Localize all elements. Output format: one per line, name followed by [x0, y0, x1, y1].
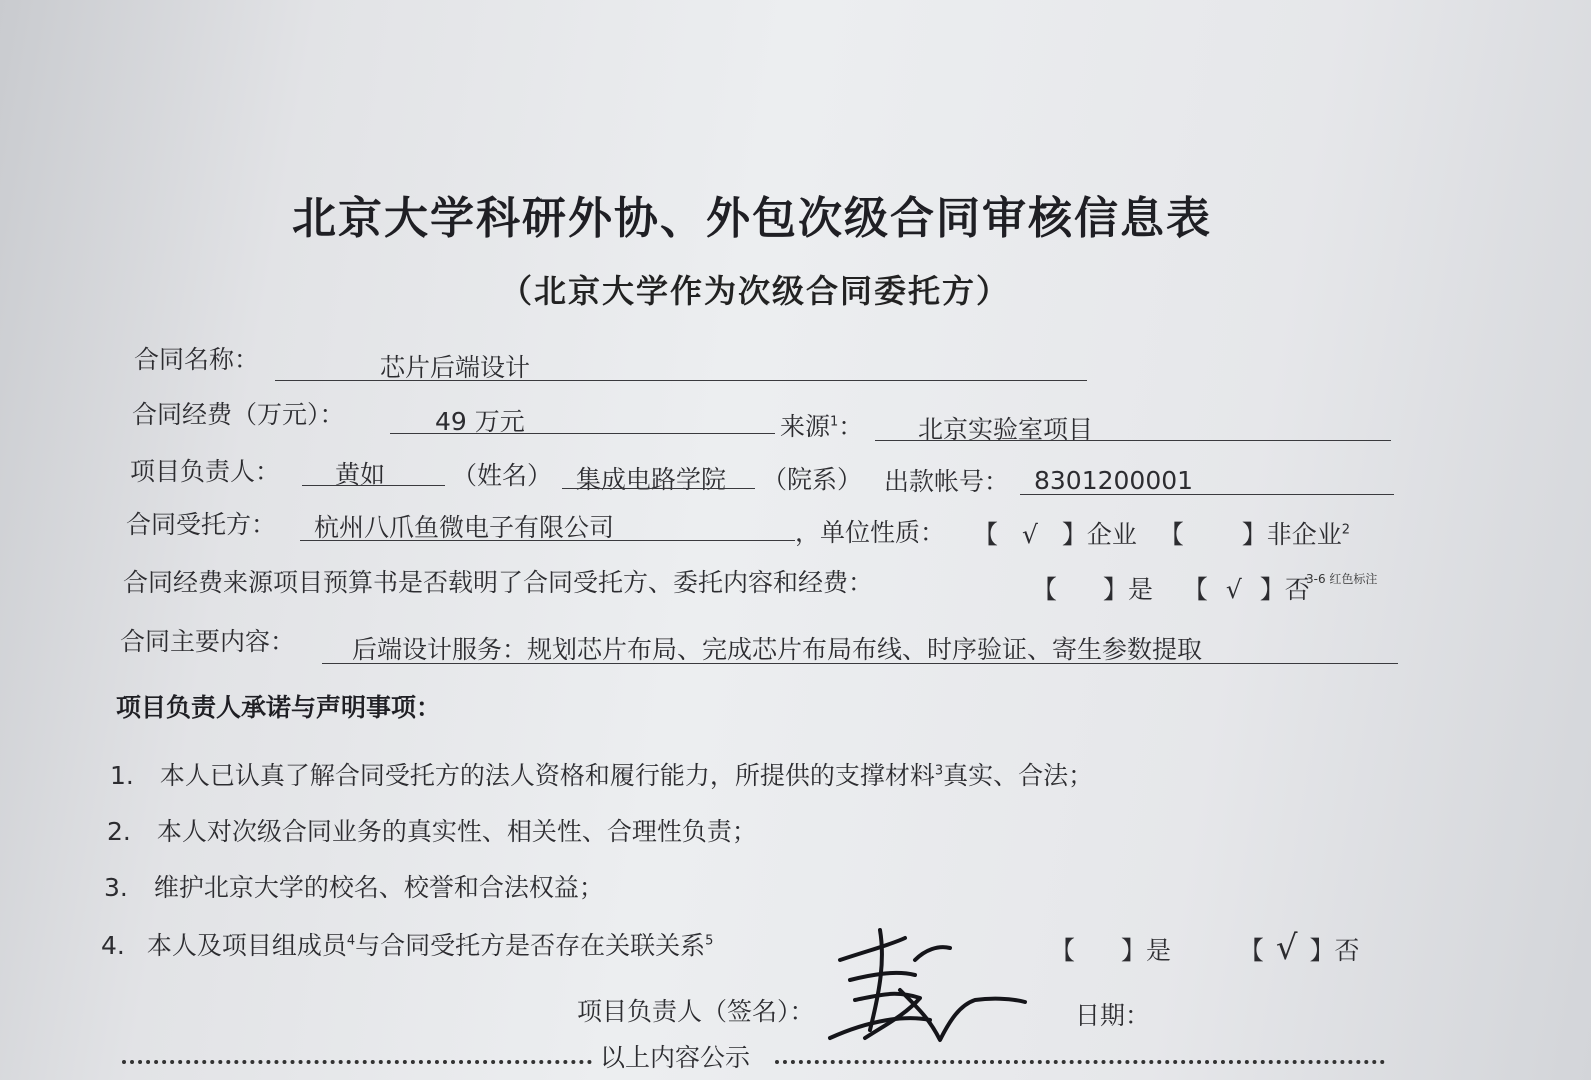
contract-fee-label: 合同经费（万元）： [132, 400, 345, 429]
option-yes: 是 [1127, 575, 1153, 604]
footer-dotted-line [122, 1060, 592, 1064]
trustee-underline [300, 540, 795, 541]
option-no: 否 [1284, 575, 1310, 604]
date-label: 日期： [1075, 1001, 1151, 1030]
contract-name-underline [275, 380, 1087, 381]
pi-name-underline [302, 485, 445, 486]
source-underline [875, 440, 1391, 441]
pi-name-suffix: （姓名） [452, 461, 553, 490]
option-no: 否 [1334, 936, 1360, 965]
source-value: 北京实验室项目 [918, 415, 1094, 444]
faint-date-mark [990, 1012, 1130, 1042]
account-value: 8301200001 [1034, 466, 1194, 495]
checkmark-no: √ [1225, 575, 1242, 604]
commitment-item: 4. 本人及项目组成员$^4$与合同受托方是否存在关联关系$^5$ [101, 931, 714, 960]
trustee-nature-label: ，单位性质： [795, 518, 946, 547]
pi-label: 项目负责人： [130, 457, 281, 486]
footer-text: 以上内容公示 [600, 1043, 751, 1072]
option-enterprise: 企业 [1086, 520, 1137, 549]
signature-label: 项目负责人（签名）： [577, 997, 815, 1026]
contract-fee-value: 49 万元 [435, 407, 525, 436]
checkmark-no-handwritten: √ [1275, 928, 1298, 968]
budget-question-label: 合同经费来源项目预算书是否载明了合同受托方、委托内容和经费： [123, 568, 874, 597]
contract-fee-underline [390, 433, 775, 434]
pi-name-value: 黄如 [335, 460, 386, 489]
red-note: 3-6 红色标注 [1306, 572, 1378, 586]
option-non-enterprise: 非企业 [1266, 520, 1342, 549]
budget-question-options: 【 】是 【 √ 】否 [1032, 575, 1310, 604]
bracket-open: 【 [1158, 520, 1184, 549]
source-label: 来源$^1$： [780, 412, 864, 441]
checkmark-enterprise: √ [1021, 520, 1038, 549]
form-title: 北京大学科研外协、外包次级合同审核信息表 [292, 193, 1212, 244]
trustee-nature-options: 【 √ 】企业 【 】非企业$^2$ [973, 520, 1351, 549]
footer-dotted-line [775, 1060, 1385, 1064]
commitment-item: 3. 维护北京大学的校名、校誉和合法权益； [104, 873, 604, 902]
contract-name-label: 合同名称： [134, 345, 260, 374]
form-subtitle: （北京大学作为次级合同委托方） [500, 272, 1011, 310]
bracket-close: 】 [1061, 520, 1087, 549]
commitment-item: 2. 本人对次级合同业务的真实性、相关性、合理性负责； [107, 817, 757, 846]
pi-dept-suffix: （院系） [762, 465, 863, 494]
bracket-open: 【 [973, 520, 999, 549]
main-content-label: 合同主要内容： [120, 627, 296, 656]
pi-dept-value: 集成电路学院 [576, 465, 727, 494]
commitment-item: 1. 本人已认真了解合同受托方的法人资格和履行能力，所提供的支撑材料$^3$真实、合法； [110, 761, 1094, 790]
bracket-close: 】 [1241, 520, 1267, 549]
contract-name-value: 芯片后端设计 [380, 353, 531, 382]
account-label: 出款帐号： [884, 467, 1010, 496]
pi-dept-underline [562, 488, 755, 489]
main-content-value: 后端设计服务：规划芯片布局、完成芯片布局布线、时序验证、寄生参数提取 [352, 635, 1203, 664]
trustee-label: 合同受托方： [126, 510, 277, 539]
commitments-heading: 项目负责人承诺与声明事项： [116, 693, 442, 722]
q4-options: 【 】是 【 √ 】否 [1050, 928, 1360, 968]
account-underline [1020, 494, 1394, 495]
main-content-underline [322, 663, 1398, 664]
trustee-value: 杭州八爪鱼微电子有限公司 [314, 513, 615, 542]
option-yes: 是 [1145, 936, 1171, 965]
